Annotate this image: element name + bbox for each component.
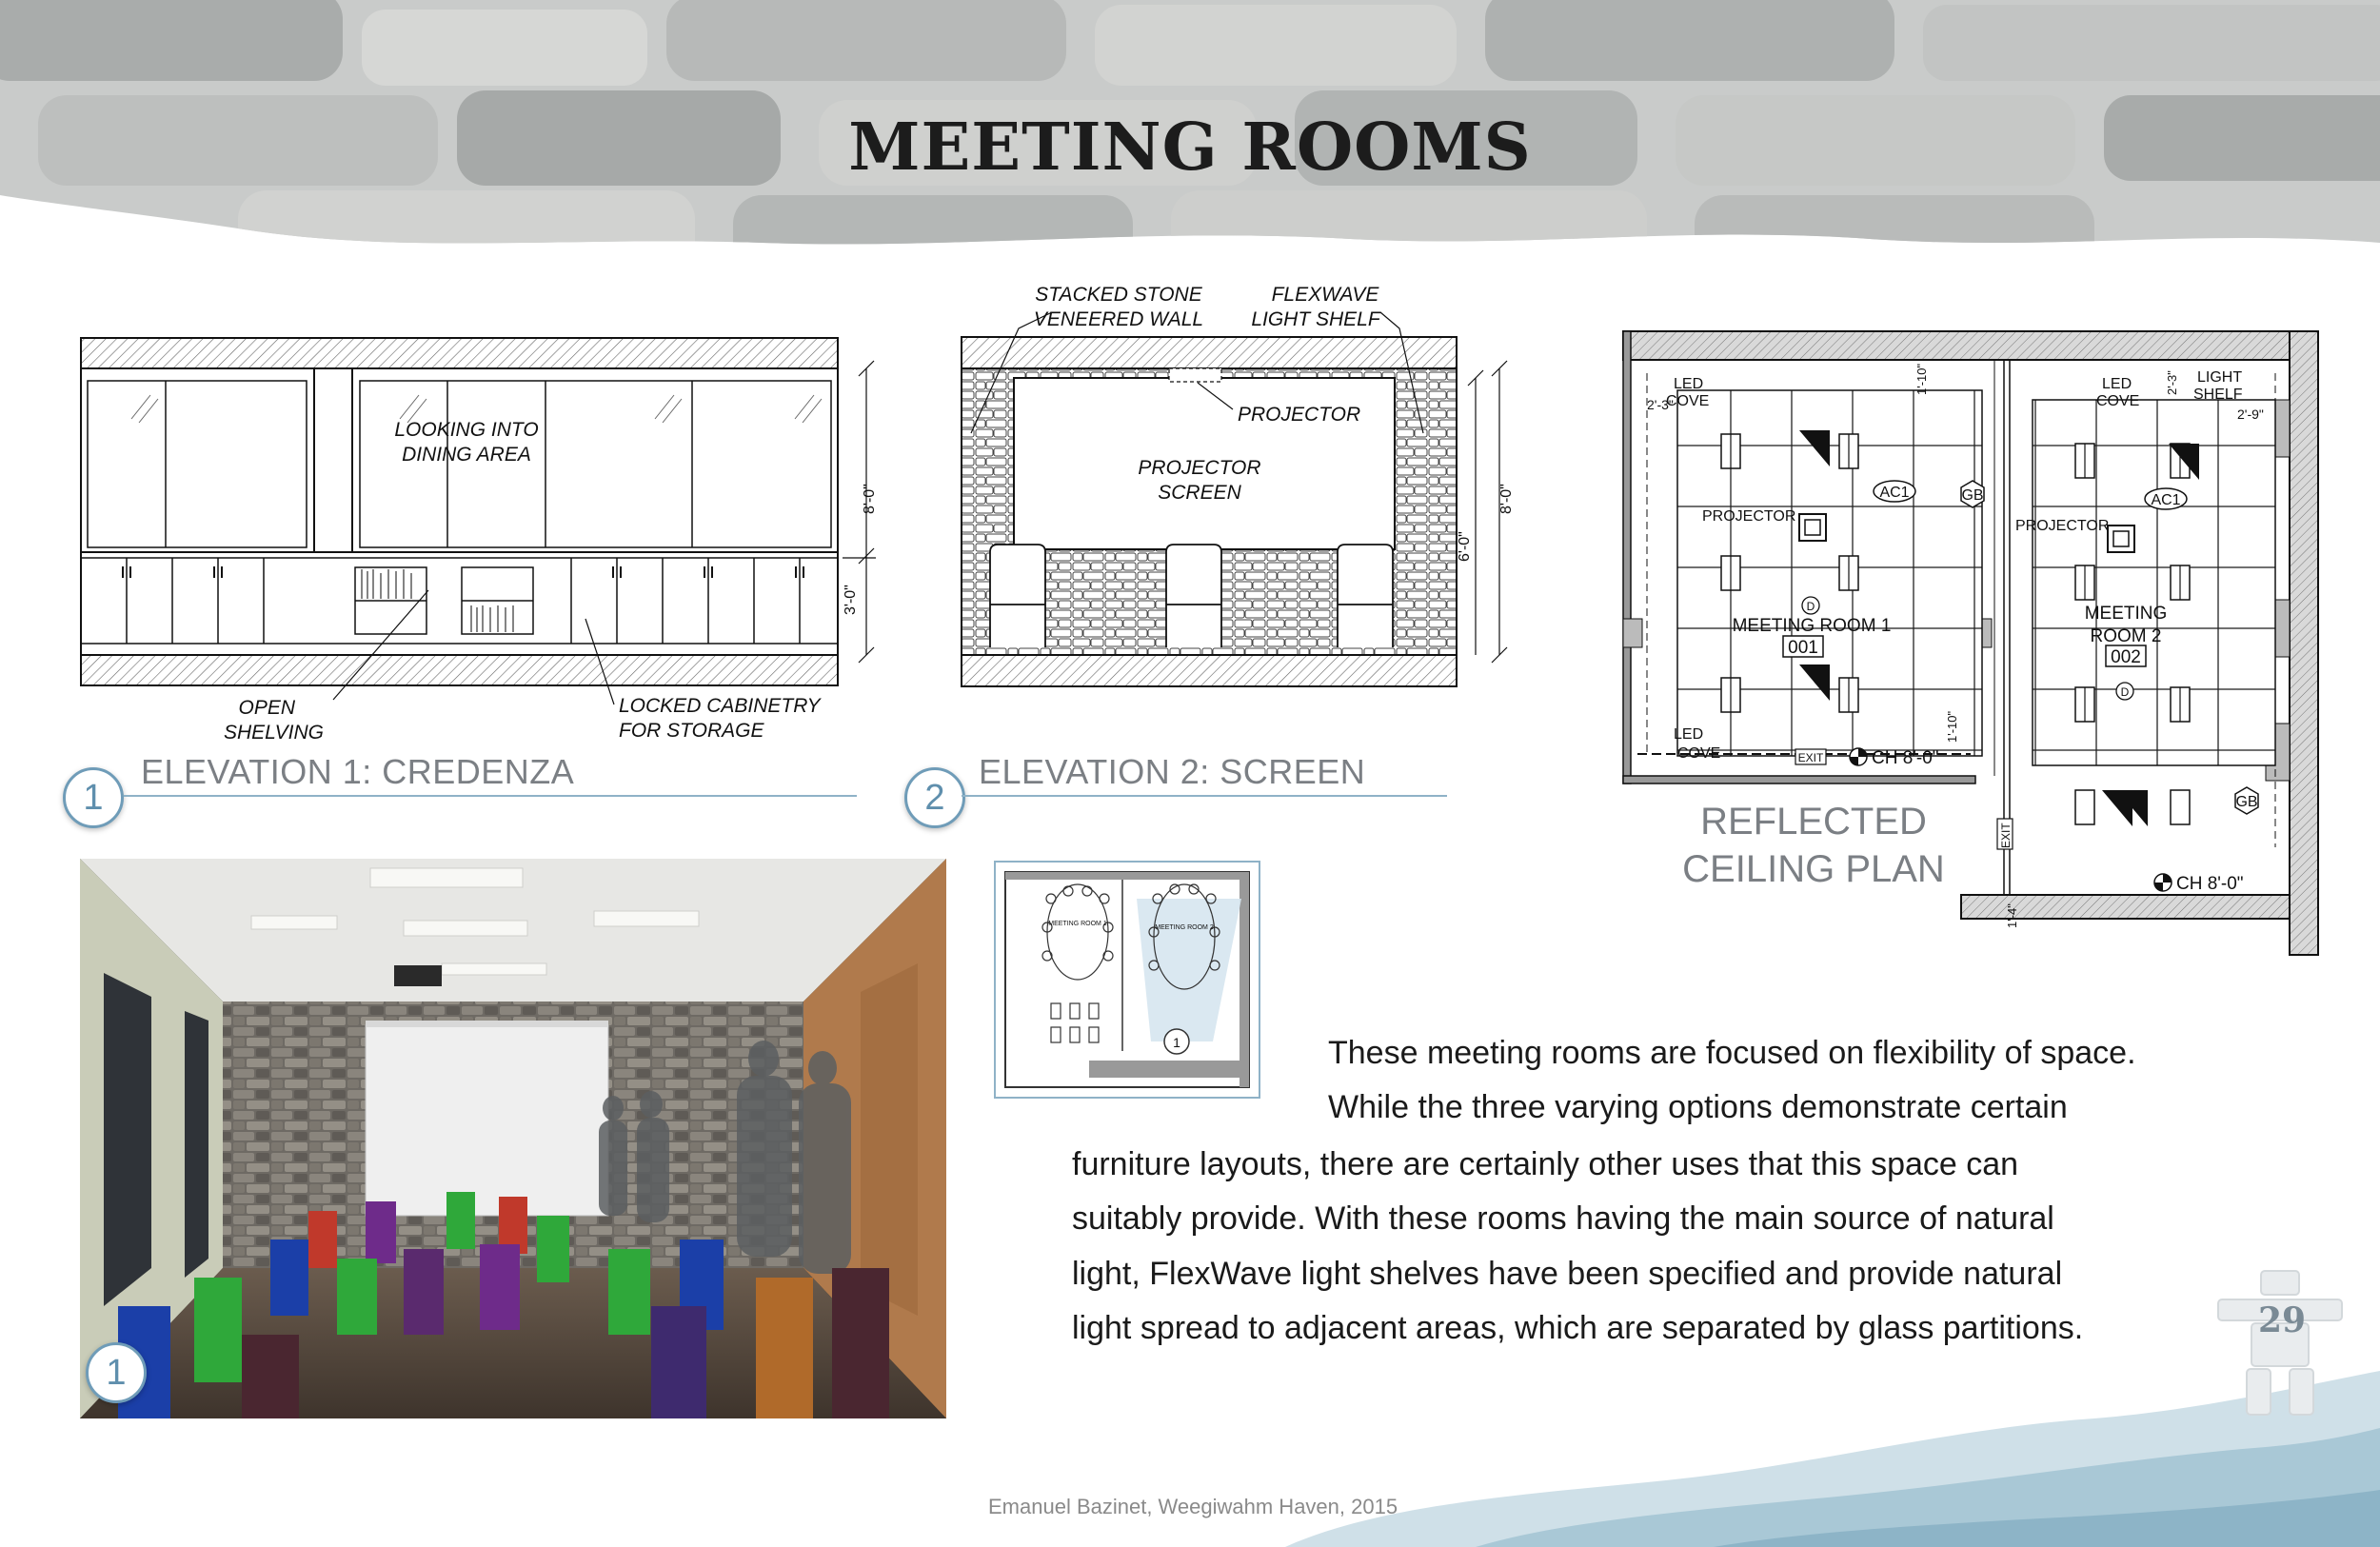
elevation-2-title: ELEVATION 2: SCREEN	[979, 752, 1366, 791]
rcp-cove-label-1: COVE	[1666, 393, 1710, 409]
rcp-d-room2: D	[2120, 685, 2130, 699]
elevation-2-dim-screen: 6'-0"	[1457, 531, 1473, 562]
rcp-gb-room2: GB	[2235, 794, 2258, 810]
elevation-2-label-projector: PROJECTOR	[1238, 404, 1361, 426]
description-line-2: While the three varying options demonstrate certain	[1328, 1089, 2068, 1125]
rcp-title	[1656, 798, 1971, 893]
key-plan-room1: MEETING ROOM 1	[1048, 921, 1107, 927]
rcp-cove-label-3: COVE	[1677, 745, 1721, 762]
rcp-projector-label-2: PROJECTOR	[2015, 518, 2110, 534]
rcp-dim-110-b: 1'-10"	[1945, 710, 1959, 743]
description-line-5: light, FlexWave light shelves have been specified and provide natural	[1072, 1256, 2063, 1292]
rcp-dim-110-a: 1'-10"	[1914, 363, 1929, 395]
elevation-1-label-locked-line1: LOCKED CABINETRY	[619, 695, 821, 717]
rcp-shelf-label: SHELF	[2193, 387, 2243, 403]
elevation-2-label-stone-line2: VENEERED WALL	[1033, 308, 1204, 330]
rcp-led-label-3: LED	[1674, 726, 1704, 743]
elevation-1-label-looking-line1: LOOKING INTO	[394, 419, 539, 441]
description-line-1: These meeting rooms are focused on flexibility of space.	[1328, 1035, 2136, 1071]
rcp-room1-name: MEETING ROOM 1	[1732, 616, 1892, 636]
rcp-room2-number: 002	[2111, 647, 2141, 667]
rcp-ac1-room2: AC1	[2151, 492, 2181, 508]
render-number-badge: 1	[86, 1342, 147, 1403]
description-line-3: furniture layouts, there are certainly other uses that this space can	[1072, 1146, 2019, 1182]
description-line-6: light spread to adjacent areas, which are separated by glass partitions.	[1072, 1310, 2084, 1346]
rcp-room1-number: 001	[1788, 638, 1818, 658]
page-number: 29	[2258, 1300, 2307, 1340]
rcp-ac1-room1: AC1	[1879, 485, 1910, 501]
elevation-2-drawing	[942, 276, 1533, 695]
rcp-gb-room1: GB	[1961, 487, 1984, 504]
rcp-exit-2: EXIT	[1999, 823, 2013, 848]
rcp-room2-name-line2: ROOM 2	[2090, 626, 2162, 646]
elevation-1-label-open-line2: SHELVING	[223, 722, 324, 744]
rcp-light-label: LIGHT	[2197, 369, 2243, 386]
page-title: MEETING ROOMS	[848, 109, 1532, 186]
elevation-2-dim-height: 8'-0"	[1498, 484, 1515, 514]
elevation-1-drawing	[67, 324, 904, 752]
elevation-1-underline	[124, 795, 857, 797]
rcp-led-label-2: LED	[2102, 376, 2132, 392]
elevation-2-label-screen-line2: SCREEN	[1158, 482, 1241, 504]
key-plan-number: 1	[1173, 1035, 1180, 1050]
elevation-2-label-stone-line1: STACKED STONE	[1035, 284, 1202, 306]
rcp-cove-label-2: COVE	[2096, 393, 2140, 409]
rcp-ceiling-height-1: CH 8'-0"	[1872, 748, 1939, 768]
elevation-2-label-flex-line2: LIGHT SHELF	[1251, 308, 1380, 330]
rcp-title-line2: CEILING PLAN	[1682, 848, 1945, 890]
rcp-exit-1: EXIT	[1797, 751, 1824, 764]
rcp-projector-label-1: PROJECTOR	[1702, 508, 1796, 525]
inukshuk-icon	[2209, 1266, 2351, 1418]
key-plan-room2: MEETING ROOM 2	[1155, 924, 1214, 931]
rcp-ceiling-height-2: CH 8'-0"	[2176, 874, 2244, 894]
elevation-1-number-badge: 1	[63, 767, 124, 828]
description-line-4: suitably provide. With these rooms having the main source of natural	[1072, 1200, 2054, 1237]
elevation-1-dim-base: 3'-0"	[843, 585, 859, 615]
rcp-dim-14: 1'-4"	[2005, 903, 2019, 928]
elevation-2-label-flex-line1: FLEXWAVE	[1271, 284, 1379, 306]
elevation-2-underline	[962, 795, 1447, 797]
footer-credit: Emanuel Bazinet, Weegiwahm Haven, 2015	[988, 1495, 1398, 1518]
key-plan-thumbnail	[994, 861, 1260, 1099]
meeting-room-render	[80, 859, 946, 1418]
rcp-dim-23-b: 2'-3"	[2165, 370, 2179, 395]
elevation-2-label-screen-line1: PROJECTOR	[1138, 457, 1261, 479]
rcp-dim-23-a: 2'-3"	[1647, 397, 1674, 412]
rcp-dim-29: 2'-9"	[2237, 407, 2264, 422]
rcp-led-label-1: LED	[1674, 376, 1704, 392]
rcp-room2-name-line1: MEETING	[2084, 604, 2168, 624]
elevation-1-label-looking-line2: DINING AREA	[402, 444, 531, 466]
elevation-1-title: ELEVATION 1: CREDENZA	[141, 752, 575, 791]
elevation-2-number-badge: 2	[904, 767, 965, 828]
elevation-1-label-locked-line2: FOR STORAGE	[619, 720, 764, 742]
elevation-1-dim-height: 8'-0"	[862, 484, 878, 514]
elevation-1-label-open-line1: OPEN	[238, 697, 295, 719]
rcp-d-room1: D	[1806, 600, 1815, 613]
rcp-title-line1: REFLECTED	[1700, 801, 1927, 843]
